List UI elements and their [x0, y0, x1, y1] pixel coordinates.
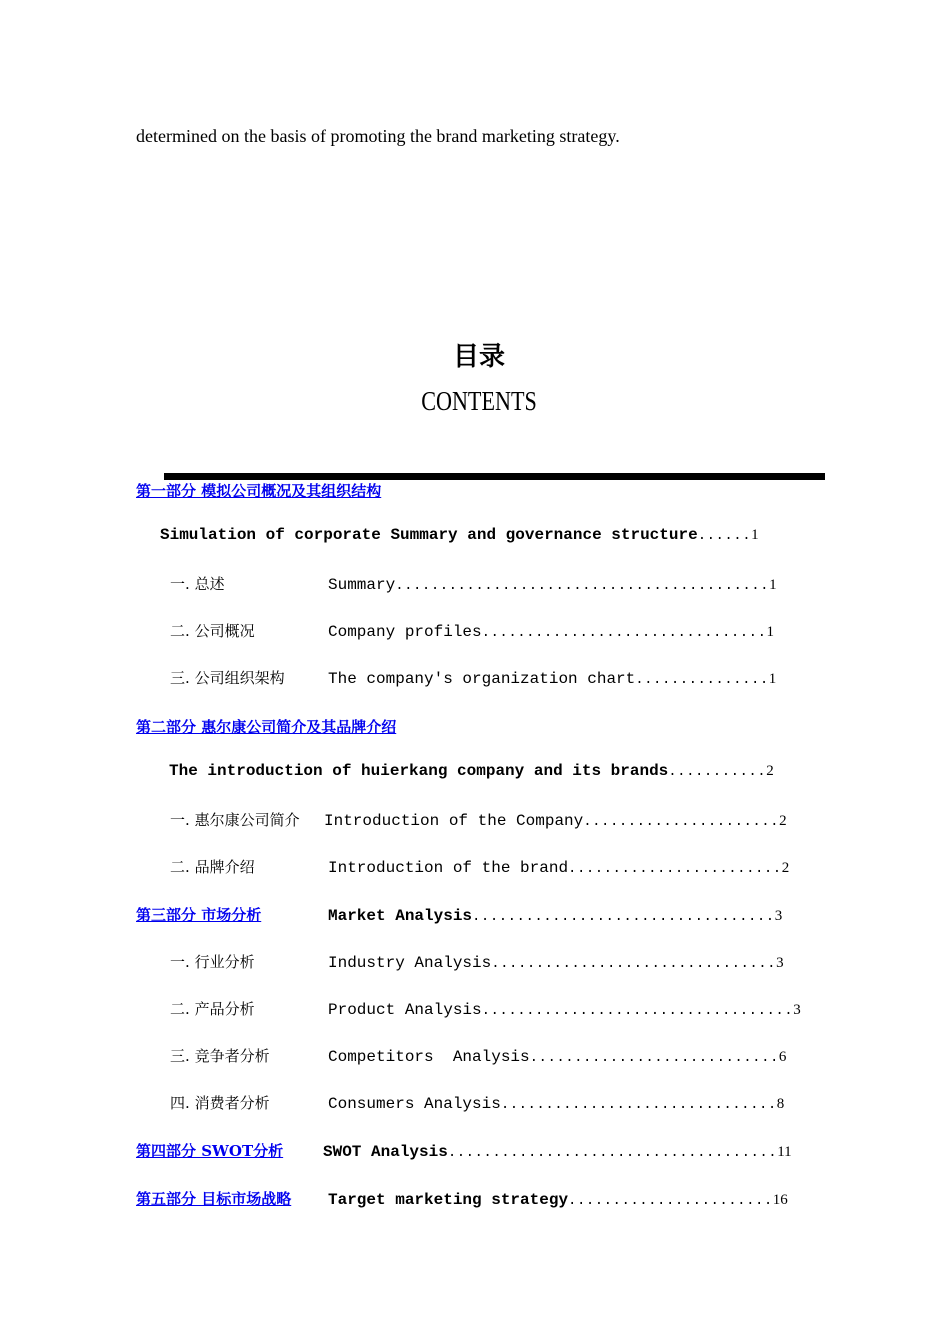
toc-page-number: 2: [779, 813, 787, 829]
toc-leader-dots: ................................: [491, 956, 777, 972]
toc-page-number: 3: [776, 955, 784, 971]
toc-entry-en: Company profiles: [328, 623, 482, 641]
toc-part4-link[interactable]: 第四部分 SWOT分析: [136, 1142, 284, 1160]
toc-page-number: 2: [781, 860, 790, 876]
toc-page-number: 11: [777, 1144, 792, 1160]
toc-page-number: 8: [776, 1096, 785, 1112]
toc-page-number: 1: [766, 624, 774, 640]
toc-entry-en: Competitors Analysis: [328, 1048, 530, 1066]
toc-entry-cn: 惠尔康公司简介: [194, 811, 300, 829]
toc-leader-dots: .......................: [568, 1193, 773, 1209]
toc-part4-row: [136, 1140, 792, 1161]
toc-page-number: 6: [778, 1049, 787, 1065]
toc-entry-num: 三.: [170, 669, 190, 687]
toc-leader-dots: .....................................: [447, 1145, 778, 1161]
toc-entry-en: Introduction of the brand: [328, 859, 569, 877]
toc-part2-link[interactable]: 第二部分 惠尔康公司简介及其品牌介绍: [136, 718, 397, 736]
toc-entry-cn: 品牌介绍: [194, 858, 255, 876]
toc-entry-cn: 消费者分析: [194, 1094, 270, 1112]
toc-part5-link[interactable]: 第五部分 目标市场战略: [136, 1190, 292, 1208]
toc-entry-cn: 公司组织架构: [194, 669, 285, 687]
toc-leader-dots: ...................................: [481, 1003, 794, 1019]
toc-entry-title: SWOT Analysis: [323, 1143, 448, 1161]
toc-page-number: 1: [769, 577, 777, 593]
toc-entry-en: Summary: [328, 576, 396, 594]
toc-page-number: 3: [774, 908, 783, 924]
toc-entry-en: The company's organization chart: [328, 670, 636, 688]
toc-leader-dots: ......................: [583, 814, 780, 830]
toc-entry-num: 一.: [170, 811, 190, 829]
toc-page-number: 16: [772, 1192, 788, 1208]
toc-entry-num: 四.: [170, 1094, 190, 1112]
toc-entry-summary[interactable]: [170, 573, 777, 594]
toc-leader-dots: ...............................: [500, 1097, 777, 1113]
toc-entry-product[interactable]: [170, 998, 801, 1019]
toc-entry-en: Introduction of the Company: [324, 812, 584, 830]
toc-leader-dots: ................................: [481, 625, 767, 641]
toc-leader-dots: ..........................................: [395, 578, 770, 594]
toc-entry-num: 二.: [170, 622, 190, 640]
toc-entry-cn: 产品分析: [194, 1000, 255, 1018]
toc-entry-company-intro[interactable]: [170, 809, 787, 830]
toc-leader-dots: ...........: [668, 764, 767, 780]
toc-entry-num: 二.: [170, 858, 190, 876]
toc-page-number: 2: [766, 763, 774, 779]
toc-entry-brand-intro[interactable]: [170, 856, 789, 877]
toc-part3-link[interactable]: 第三部分 市场分析: [136, 906, 262, 924]
toc-part3-row: [136, 904, 782, 925]
toc-entry-cn: 行业分析: [194, 953, 255, 971]
toc-page-number: 1: [751, 527, 759, 543]
toc-entry-competitors[interactable]: [170, 1045, 786, 1066]
toc-entry-industry[interactable]: [170, 951, 784, 972]
toc-entry-num: 一.: [170, 953, 190, 971]
toc-leader-dots: ...............: [635, 672, 769, 688]
toc-entry-cn: 竞争者分析: [194, 1047, 270, 1065]
toc-part2-en-row: [169, 762, 774, 780]
toc-entry-en: Product Analysis: [328, 1001, 482, 1019]
toc-leader-dots: ......: [697, 528, 752, 544]
toc-leader-dots: ........................: [568, 861, 782, 877]
toc-leader-dots: ..................................: [472, 909, 775, 925]
toc-entry-cn: 总述: [194, 575, 225, 593]
toc-entry-title: Simulation of corporate Summary and governance structure: [160, 526, 698, 544]
toc-entry-org-chart[interactable]: [170, 667, 776, 688]
toc-entry-num: 一.: [170, 575, 190, 593]
toc-part1-en-row: [160, 526, 759, 544]
toc-title-cn: 目录: [452, 342, 505, 372]
toc-entry-consumers[interactable]: [170, 1092, 784, 1113]
toc-leader-dots: ............................: [529, 1050, 779, 1066]
toc-entry-title: Target marketing strategy: [328, 1191, 569, 1209]
toc-part5-row: [136, 1188, 788, 1209]
toc-entry-num: 二.: [170, 1000, 190, 1018]
toc-entry-en: Consumers Analysis: [328, 1095, 501, 1113]
toc-page-number: 1: [768, 671, 777, 687]
toc-entry-en: Industry Analysis: [328, 954, 492, 972]
toc-title-en: CONTENTS: [421, 386, 537, 416]
toc-entry-title: Market Analysis: [328, 907, 473, 925]
toc-part1-link[interactable]: 第一部分 模拟公司概况及其组织结构: [136, 482, 382, 500]
title-divider: [164, 473, 825, 480]
toc-entry-company-profiles[interactable]: [170, 620, 774, 641]
toc-page-number: 3: [793, 1002, 801, 1018]
toc-entry-title: The introduction of huierkang company and its brands: [169, 762, 669, 780]
intro-paragraph-line: determined on the basis of promoting the brand marketing strategy.: [136, 126, 620, 146]
toc-entry-num: 三.: [170, 1047, 190, 1065]
toc-entry-cn: 公司概况: [194, 622, 255, 640]
